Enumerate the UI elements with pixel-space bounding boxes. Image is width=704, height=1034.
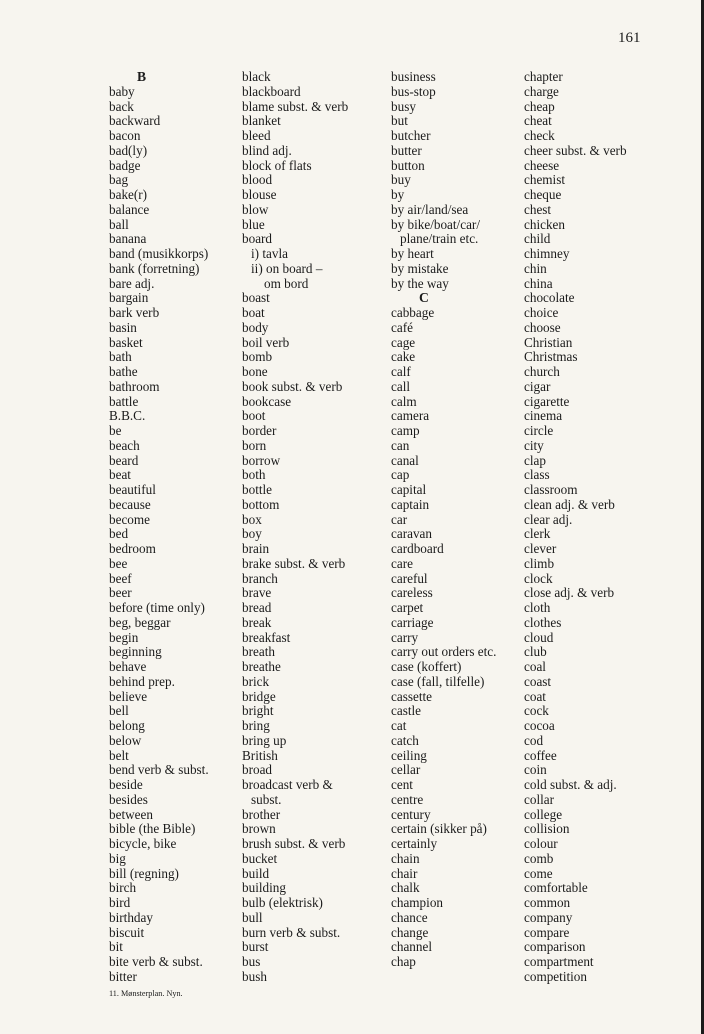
word-entry: bite verb & subst. <box>109 954 203 969</box>
word-entry: business <box>391 69 436 84</box>
word-entry: case (fall, tilfelle) <box>391 673 485 689</box>
word-entry: brave <box>242 585 272 601</box>
word-entry: clock <box>524 570 553 586</box>
word-entry: calm <box>391 393 417 409</box>
word-entry: coat <box>524 688 546 704</box>
word-entry: British <box>242 747 278 763</box>
word-entry: collar <box>524 791 555 807</box>
word-entry: captain <box>391 496 430 512</box>
word-entry: Christian <box>524 334 573 350</box>
word-entry: bend verb & subst. <box>109 762 209 778</box>
word-entry: capital <box>391 482 427 497</box>
word-entry: baby <box>109 83 135 99</box>
word-entry: big <box>109 850 126 866</box>
word-entry: ball <box>109 216 129 232</box>
word-entry: city <box>524 437 544 453</box>
word-entry: by mistake <box>391 260 449 276</box>
word-entry: company <box>524 909 573 925</box>
word-entry: back <box>109 98 134 114</box>
word-entry: choose <box>524 319 561 335</box>
word-entry: because <box>109 496 151 512</box>
word-entry: butcher <box>391 128 431 143</box>
word-entry: bit <box>109 939 123 955</box>
section-letter-heading: B <box>137 69 147 84</box>
word-entry: button <box>391 157 425 173</box>
word-entry: blind adj. <box>242 142 292 158</box>
word-entry: bake(r) <box>109 187 148 202</box>
word-entry: bread <box>242 600 272 615</box>
word-entry: basin <box>109 319 137 335</box>
word-entry: bag <box>109 172 129 188</box>
word-entry: chair <box>391 865 418 881</box>
word-entry: balance <box>109 201 150 217</box>
word-entry: bright <box>242 703 274 719</box>
word-entry: class <box>524 467 550 483</box>
word-entry: clothes <box>524 614 562 630</box>
word-entry: café <box>391 319 413 335</box>
word-entry: bull <box>242 909 263 925</box>
word-entry: by air/land/sea <box>391 201 469 217</box>
word-entry: bath <box>109 349 132 365</box>
word-entry: compartment <box>524 954 594 969</box>
word-entry: become <box>109 511 151 527</box>
word-entry: coal <box>524 659 546 674</box>
word-entry: ii) on board – <box>251 260 323 276</box>
word-entry: coffee <box>524 747 557 763</box>
word-entry: cabbage <box>391 305 435 320</box>
word-entry: chimney <box>524 246 570 261</box>
word-entry: backward <box>109 113 161 129</box>
word-entry: both <box>242 467 266 483</box>
word-entry: cellar <box>391 762 421 778</box>
word-entry: beach <box>109 437 140 453</box>
word-entry: bee <box>109 555 128 571</box>
word-list-column-2 <box>242 70 348 985</box>
word-entry: basket <box>109 334 143 350</box>
word-entry: brain <box>242 541 270 556</box>
word-entry: boy <box>242 526 262 542</box>
word-entry: bell <box>109 703 129 719</box>
word-entry: bush <box>242 968 267 984</box>
word-entry: carpet <box>391 600 424 615</box>
word-entry: chap <box>391 954 416 969</box>
word-entry: bitter <box>109 968 137 984</box>
word-entry: breath <box>242 644 275 660</box>
word-entry: burst <box>242 939 269 955</box>
word-entry: bomb <box>242 349 273 365</box>
word-entry: bucket <box>242 850 278 866</box>
word-entry: colour <box>524 836 558 851</box>
word-entry: camp <box>391 423 420 438</box>
word-entry: chemist <box>524 172 566 188</box>
word-entry: branch <box>242 570 278 586</box>
word-entry: comb <box>524 850 554 866</box>
word-entry: by bike/boat/car/ <box>391 216 480 232</box>
word-entry: bad(ly) <box>109 142 148 158</box>
word-entry: boat <box>242 305 265 320</box>
word-entry: check <box>524 128 555 143</box>
word-entry: block of flats <box>242 157 312 173</box>
word-entry: classroom <box>524 482 578 497</box>
word-entry: channel <box>391 939 433 955</box>
word-entry: bus <box>242 954 261 969</box>
word-entry: battle <box>109 393 139 409</box>
word-entry: blanket <box>242 113 281 129</box>
word-list-column-4 <box>524 70 627 985</box>
word-entry: castle <box>391 703 422 719</box>
word-entry: cheque <box>524 187 562 202</box>
footer-note: 11. Mønsterplan. Nyn. <box>109 989 183 998</box>
word-entry: Christmas <box>524 349 578 365</box>
word-entry: carry <box>391 629 419 645</box>
word-entry: bone <box>242 364 268 379</box>
word-entry: banana <box>109 231 147 247</box>
word-entry: care <box>391 555 413 571</box>
word-entry: circle <box>524 423 554 438</box>
word-entry: blame subst. & verb <box>242 98 349 114</box>
word-entry: college <box>524 806 563 822</box>
word-entry: beg, beggar <box>109 614 171 630</box>
word-entry: cat <box>391 718 407 733</box>
word-entry: bleed <box>242 128 271 143</box>
word-entry: blow <box>242 201 269 217</box>
word-entry: beautiful <box>109 482 156 497</box>
word-entry: bacon <box>109 128 141 143</box>
word-entry: chin <box>524 260 547 276</box>
word-entry: bargain <box>109 290 149 306</box>
word-entry: blue <box>242 216 265 232</box>
word-entry: brown <box>242 821 276 837</box>
word-entry: boot <box>242 408 266 424</box>
word-entry: cloud <box>524 629 554 645</box>
word-entry: collision <box>524 821 570 837</box>
word-entry: born <box>242 437 267 453</box>
word-entry: bathe <box>109 364 138 379</box>
word-entry: by heart <box>391 246 434 261</box>
word-entry: calf <box>391 364 411 379</box>
word-entry: car <box>391 511 408 527</box>
word-entry: clerk <box>524 526 551 542</box>
word-entry: cassette <box>391 688 433 704</box>
word-entry: border <box>242 423 277 438</box>
word-entry: build <box>242 865 270 881</box>
word-entry: centre <box>391 791 424 807</box>
word-entry: broad <box>242 762 273 778</box>
word-entry: clear adj. <box>524 511 573 527</box>
word-entry: burn verb & subst. <box>242 924 341 940</box>
word-entry: call <box>391 378 411 394</box>
word-entry: compare <box>524 924 570 940</box>
word-entry: catch <box>391 732 419 748</box>
word-entry: cake <box>391 349 416 365</box>
word-entry: cold subst. & adj. <box>524 777 617 792</box>
word-entry: behind prep. <box>109 673 175 689</box>
word-entry: book subst. & verb <box>242 378 343 394</box>
word-entry: B.B.C. <box>109 408 146 424</box>
word-entry: cigar <box>524 378 551 394</box>
word-entry: chest <box>524 201 552 217</box>
word-entry: boast <box>242 290 270 306</box>
word-entry: buy <box>391 172 411 188</box>
word-entry: besides <box>109 791 148 807</box>
word-entry: bring up <box>242 732 287 748</box>
word-entry: busy <box>391 98 416 114</box>
word-entry: cheese <box>524 157 560 173</box>
word-entry: cinema <box>524 408 563 424</box>
word-entry: can <box>391 437 410 453</box>
word-entry: cardboard <box>391 541 444 556</box>
word-entry: charge <box>524 83 559 99</box>
word-entry: beside <box>109 777 143 792</box>
word-entry: i) tavla <box>251 246 288 261</box>
word-entry: comparison <box>524 939 586 955</box>
word-entry: borrow <box>242 452 281 468</box>
word-entry: cock <box>524 703 549 719</box>
word-entry: clean adj. & verb <box>524 496 615 512</box>
word-entry: building <box>242 880 286 896</box>
word-entry: carriage <box>391 614 434 630</box>
word-entry: bedroom <box>109 541 156 556</box>
word-entry: breathe <box>242 659 281 674</box>
word-entry: careless <box>391 585 433 601</box>
word-entry: blood <box>242 172 273 188</box>
word-entry: close adj. & verb <box>524 585 615 601</box>
word-entry: bicycle, bike <box>109 836 177 851</box>
word-entry: bring <box>242 718 270 733</box>
word-entry: change <box>391 924 429 940</box>
word-entry: badge <box>109 157 141 173</box>
word-entry: band (musikkorps) <box>109 246 209 261</box>
word-entry: box <box>242 511 262 527</box>
word-entry: canal <box>391 452 419 468</box>
word-entry: chance <box>391 909 428 925</box>
word-entry: bark verb <box>109 305 160 320</box>
word-entry: body <box>242 319 269 335</box>
word-entry: cheer subst. & verb <box>524 142 627 158</box>
word-entry: bare adj. <box>109 275 155 291</box>
word-entry: brother <box>242 806 281 822</box>
page-number: 161 <box>618 30 641 46</box>
word-entry: bed <box>109 526 129 542</box>
word-entry: certain (sikker på) <box>391 821 487 837</box>
word-entry: certainly <box>391 836 438 851</box>
word-entry: subst. <box>251 791 282 807</box>
word-entry: beard <box>109 452 139 468</box>
word-entry: by the way <box>391 275 449 291</box>
word-entry: believe <box>109 688 148 704</box>
word-entry: break <box>242 614 272 630</box>
word-entry: brush subst. & verb <box>242 836 346 851</box>
word-entry: carry out orders etc. <box>391 644 497 660</box>
word-entry: beat <box>109 467 131 483</box>
word-entry: clever <box>524 541 557 556</box>
word-entry: plane/train etc. <box>400 231 479 247</box>
word-entry: bathroom <box>109 378 160 394</box>
word-entry: blouse <box>242 187 277 202</box>
word-entry: brake subst. & verb <box>242 555 346 571</box>
word-entry: boil verb <box>242 334 290 350</box>
word-entry: careful <box>391 570 428 586</box>
word-entry: club <box>524 644 547 660</box>
word-entry: cocoa <box>524 718 555 733</box>
word-entry: champion <box>391 895 444 910</box>
word-entry: chalk <box>391 880 420 896</box>
word-entry: cage <box>391 334 416 350</box>
word-entry: church <box>524 364 560 379</box>
word-entry: child <box>524 231 551 247</box>
word-entry: choice <box>524 305 559 320</box>
word-entry: blackboard <box>242 83 301 99</box>
word-entry: bookcase <box>242 393 292 409</box>
word-entry: butter <box>391 142 422 158</box>
word-entry: chocolate <box>524 290 575 306</box>
word-entry: chapter <box>524 69 563 84</box>
word-entry: beef <box>109 570 132 586</box>
word-entry: china <box>524 275 553 291</box>
word-entry: competition <box>524 968 587 984</box>
word-entry: cloth <box>524 600 551 615</box>
word-entry: belong <box>109 718 145 733</box>
word-entry: chicken <box>524 216 566 232</box>
word-entry: climb <box>524 555 555 571</box>
word-entry: beginning <box>109 644 162 660</box>
word-list-column-3 <box>391 70 496 970</box>
word-entry: be <box>109 423 122 438</box>
word-entry: board <box>242 231 273 247</box>
word-entry: caravan <box>391 526 432 542</box>
word-entry: cent <box>391 777 413 792</box>
word-entry: cheat <box>524 113 552 129</box>
word-entry: biscuit <box>109 924 145 940</box>
word-list-column-1 <box>109 70 209 985</box>
word-entry: ceiling <box>391 747 427 763</box>
word-entry: comfortable <box>524 880 588 896</box>
word-entry: cigarette <box>524 393 570 409</box>
section-letter-heading: C <box>419 290 429 306</box>
word-entry: brick <box>242 673 270 689</box>
word-entry: common <box>524 895 571 910</box>
word-entry: birch <box>109 880 137 896</box>
word-entry: bottle <box>242 482 273 497</box>
word-entry: bridge <box>242 688 276 704</box>
word-entry: bulb (elektrisk) <box>242 895 323 910</box>
word-entry: bill (regning) <box>109 865 179 881</box>
word-entry: chain <box>391 850 420 866</box>
word-entry: by <box>391 187 405 202</box>
word-entry: bottom <box>242 496 280 512</box>
word-entry: behave <box>109 659 147 674</box>
word-entry: case (koffert) <box>391 659 462 674</box>
word-entry: begin <box>109 629 139 645</box>
word-entry: cheap <box>524 98 555 114</box>
word-entry: black <box>242 69 271 84</box>
word-entry: om bord <box>264 275 309 291</box>
word-entry: but <box>391 113 408 129</box>
word-entry: coast <box>524 673 552 689</box>
word-entry: belt <box>109 747 129 763</box>
word-entry: bank (forretning) <box>109 260 200 276</box>
word-entry: clap <box>524 452 546 468</box>
word-entry: broadcast verb & <box>242 777 333 792</box>
word-entry: cod <box>524 732 544 748</box>
word-entry: come <box>524 865 553 881</box>
word-entry: beer <box>109 585 132 601</box>
word-entry: cap <box>391 467 410 483</box>
word-entry: bible (the Bible) <box>109 821 196 837</box>
word-entry: century <box>391 806 431 822</box>
word-entry: between <box>109 806 153 822</box>
word-entry: below <box>109 732 142 748</box>
word-entry: breakfast <box>242 629 291 645</box>
word-entry: before (time only) <box>109 600 205 615</box>
word-entry: camera <box>391 408 430 424</box>
word-entry: bird <box>109 895 131 910</box>
word-entry: bus-stop <box>391 83 436 99</box>
word-entry: birthday <box>109 909 153 925</box>
word-entry: coin <box>524 762 547 778</box>
